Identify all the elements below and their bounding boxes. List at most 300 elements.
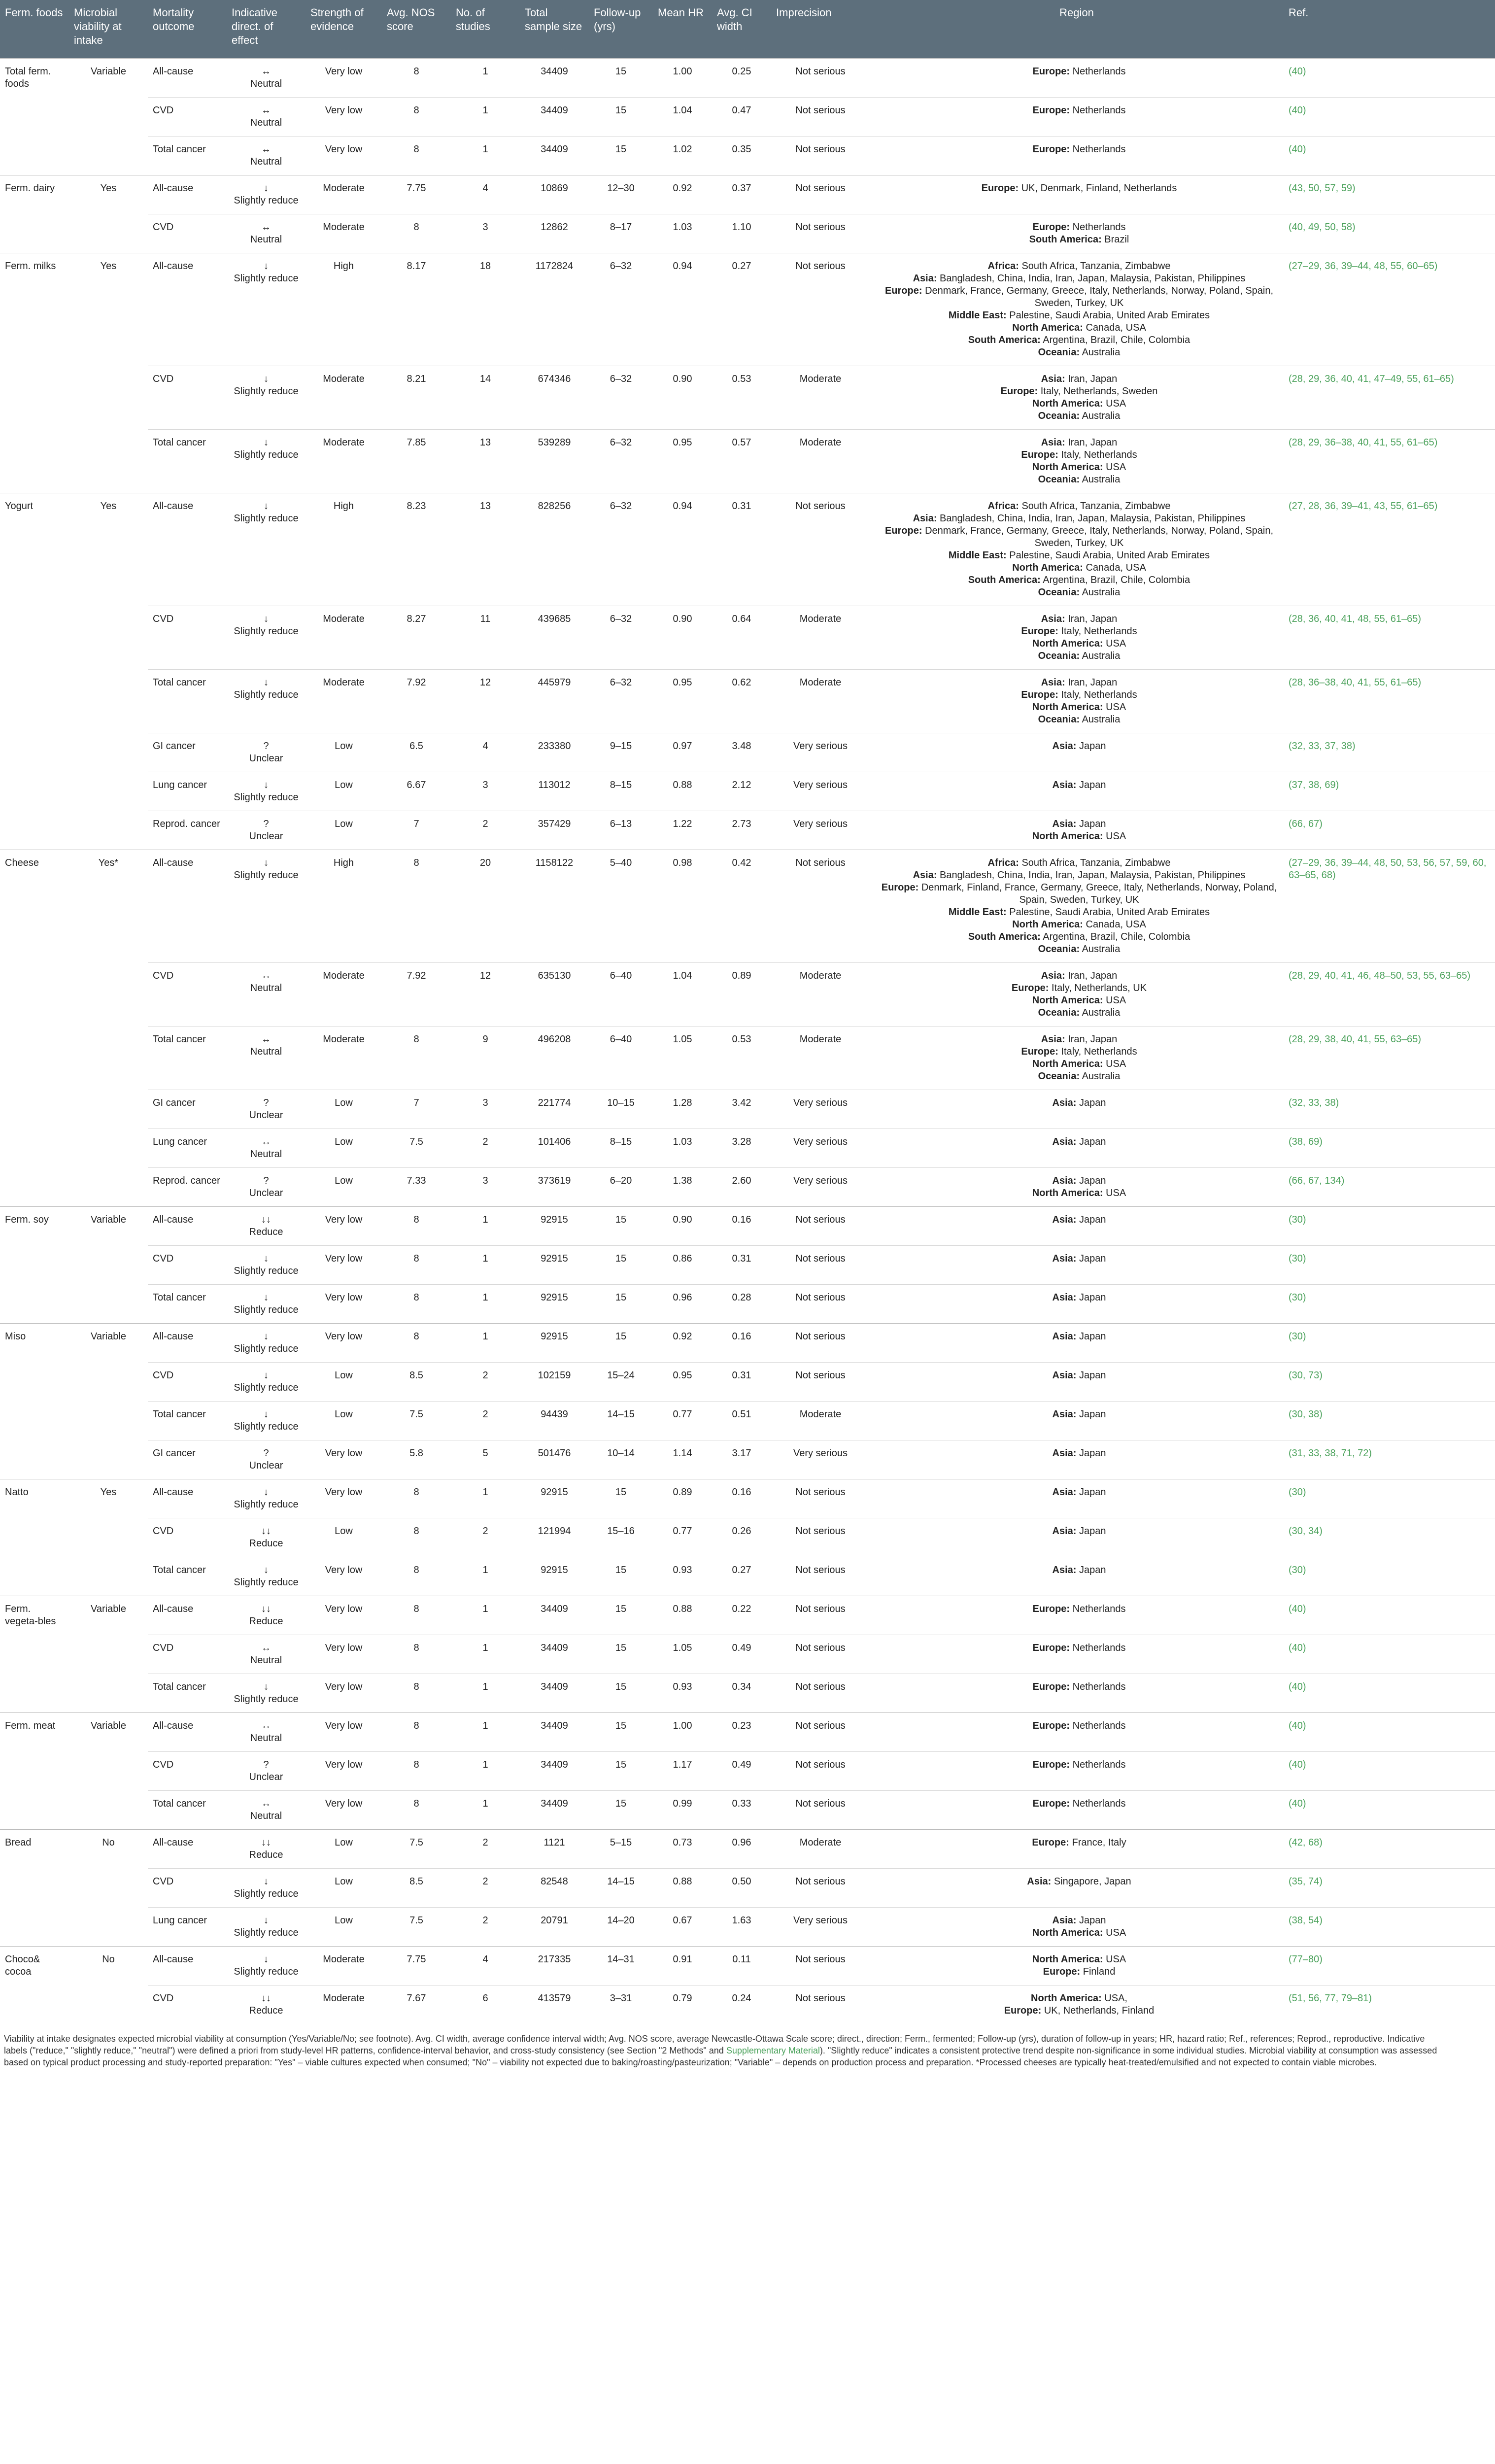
region-line (880, 410, 1279, 422)
region-name: Asia: (1052, 1214, 1077, 1225)
reference-cell[interactable]: (43, 50, 57, 59) (1284, 175, 1495, 214)
reference-cell[interactable]: (30) (1284, 1245, 1495, 1284)
region-cell (870, 366, 1284, 429)
column-header: Microbial viability at intake (69, 0, 148, 58)
imprecision-cell: Moderate (771, 669, 870, 733)
ci-width-cell: 0.31 (712, 493, 771, 606)
outcome-cell: Total cancer (148, 136, 227, 175)
reference-cell[interactable]: (66, 67, 134) (1284, 1167, 1495, 1206)
direction-arrow-icon: ↓↓ (261, 1992, 271, 2004)
region-line (880, 385, 1279, 398)
region-cell (870, 1985, 1284, 2024)
nos-cell: 5.8 (382, 1440, 451, 1479)
reference-cell[interactable]: (30) (1284, 1323, 1495, 1362)
imprecision-cell: Moderate (771, 366, 870, 429)
reference-cell[interactable]: (27, 28, 36, 39–41, 43, 55, 61–65) (1284, 493, 1495, 606)
region-name: North America: (1032, 701, 1103, 713)
reference-cell[interactable]: (40) (1284, 1712, 1495, 1751)
region-name: Asia: (1052, 1525, 1077, 1537)
reference-cell[interactable]: (30, 73) (1284, 1362, 1495, 1401)
region-name: Europe: (1021, 449, 1058, 460)
direction-label: Neutral (250, 234, 282, 245)
region-cell (870, 1790, 1284, 1829)
direction-cell (227, 366, 306, 429)
region-line (880, 1253, 1279, 1265)
direction-arrow-icon: ? (263, 740, 269, 752)
region-line (880, 638, 1279, 650)
sample-size-cell: 539289 (520, 429, 589, 493)
region-countries: USA (1103, 1187, 1126, 1198)
region-name: Asia: (1052, 1331, 1077, 1342)
region-line (880, 1033, 1279, 1046)
region-line (880, 474, 1279, 486)
outcome-cell: All-cause (148, 1479, 227, 1518)
region-countries: Japan (1076, 779, 1106, 790)
direction-cell (227, 1026, 306, 1090)
outcome-cell: CVD (148, 366, 227, 429)
strength-cell: Low (306, 1129, 382, 1167)
outcome-cell: Total cancer (148, 1284, 227, 1323)
region-name: South America: (968, 334, 1041, 345)
region-name: North America: (1012, 919, 1083, 930)
direction-label: Slightly reduce (234, 273, 299, 284)
direction-cell (227, 733, 306, 772)
imprecision-cell: Very serious (771, 772, 870, 811)
region-countries: Bangladesh, China, India, Iran, Japan, Malaysia, Pakistan, Philippines (937, 273, 1246, 284)
region-cell (870, 1245, 1284, 1284)
studies-cell: 1 (451, 97, 520, 136)
nos-cell: 8.21 (382, 366, 451, 429)
reference-cell[interactable]: (30) (1284, 1206, 1495, 1245)
strength-cell: Very low (306, 58, 382, 97)
region-cell (870, 214, 1284, 253)
imprecision-cell: Very serious (771, 1907, 870, 1946)
strength-cell: Moderate (306, 1026, 382, 1090)
region-name: Asia: (1052, 1097, 1077, 1108)
studies-cell: 3 (451, 1090, 520, 1129)
outcome-cell: CVD (148, 1635, 227, 1674)
direction-arrow-icon: ↔ (261, 221, 271, 233)
reference-cell[interactable]: (40) (1284, 1635, 1495, 1674)
strength-cell: Very low (306, 136, 382, 175)
direction-arrow-icon: ↓ (264, 1915, 269, 1926)
studies-cell: 20 (451, 850, 520, 962)
imprecision-cell: Very serious (771, 1440, 870, 1479)
outcome-cell: Total cancer (148, 1790, 227, 1829)
region-countries: Canada, USA (1083, 322, 1146, 333)
table-row (0, 733, 1495, 772)
outcome-cell: CVD (148, 1518, 227, 1557)
region-cell (870, 175, 1284, 214)
nos-cell: 8 (382, 58, 451, 97)
outcome-cell: All-cause (148, 175, 227, 214)
region-countries: UK, Netherlands, Finland (1041, 2005, 1155, 2016)
region-line (880, 373, 1279, 385)
reference-cell[interactable]: (31, 33, 38, 71, 72) (1284, 1440, 1495, 1479)
region-countries: USA (1103, 830, 1126, 842)
food-cell: Ferm. soy (0, 1206, 69, 1323)
nos-cell: 7.5 (382, 1907, 451, 1946)
region-countries: Italy, Netherlands (1058, 1046, 1137, 1057)
region-name: Asia: (1052, 1564, 1077, 1575)
region-line (880, 689, 1279, 701)
region-line (880, 221, 1279, 234)
strength-cell: Moderate (306, 606, 382, 669)
reference-cell[interactable]: (28, 29, 36, 40, 41, 47–49, 55, 61–65) (1284, 366, 1495, 429)
follow-up-cell: 15 (589, 1323, 653, 1362)
region-line (880, 906, 1279, 919)
region-name: Europe: (1032, 221, 1070, 233)
ci-width-cell: 0.42 (712, 850, 771, 962)
region-line (880, 437, 1279, 449)
direction-label: Slightly reduce (234, 791, 299, 803)
follow-up-cell: 15 (589, 1479, 653, 1518)
region-countries: France, Italy (1069, 1837, 1126, 1848)
column-header: Mean HR (653, 0, 712, 58)
region-line (880, 1214, 1279, 1226)
imprecision-cell: Not serious (771, 1284, 870, 1323)
nos-cell: 8.5 (382, 1868, 451, 1907)
sample-size-cell: 34409 (520, 1790, 589, 1829)
region-countries: Italy, Netherlands (1058, 449, 1137, 460)
region-line (880, 994, 1279, 1007)
studies-cell: 1 (451, 1479, 520, 1518)
outcome-cell: CVD (148, 606, 227, 669)
region-cell (870, 1026, 1284, 1090)
column-header: Avg. CI width (712, 0, 771, 58)
outcome-cell: Total cancer (148, 429, 227, 493)
region-line (880, 1720, 1279, 1732)
strength-cell: Low (306, 811, 382, 850)
nos-cell: 8 (382, 1790, 451, 1829)
mean-hr-cell: 0.90 (653, 606, 712, 669)
mean-hr-cell: 0.97 (653, 733, 712, 772)
reference-cell[interactable]: (28, 29, 36–38, 40, 41, 55, 61–65) (1284, 429, 1495, 493)
outcome-cell: CVD (148, 1868, 227, 1907)
table-row (0, 1635, 1495, 1674)
region-line (880, 1915, 1279, 1927)
reference-cell[interactable]: (40) (1284, 97, 1495, 136)
column-header: Mortality outcome (148, 0, 227, 58)
region-countries: Japan (1076, 1369, 1106, 1381)
region-countries: Iran, Japan (1065, 1033, 1118, 1045)
food-cell: Yogurt (0, 493, 69, 850)
region-countries: Australia (1080, 1070, 1121, 1082)
table-row (0, 136, 1495, 175)
reference-cell[interactable]: (30, 34) (1284, 1518, 1495, 1557)
region-line (880, 613, 1279, 625)
direction-arrow-icon: ? (263, 1759, 269, 1770)
viability-cell: No (69, 1829, 148, 1946)
sample-size-cell: 635130 (520, 962, 589, 1026)
outcome-cell: Total cancer (148, 1401, 227, 1440)
region-name: Europe: (884, 285, 922, 296)
studies-cell: 2 (451, 1129, 520, 1167)
mean-hr-cell: 0.96 (653, 1284, 712, 1323)
direction-label: Slightly reduce (234, 449, 299, 460)
direction-label: Neutral (250, 156, 282, 167)
reference-cell[interactable]: (28, 36, 40, 41, 48, 55, 61–65) (1284, 606, 1495, 669)
table-row (0, 772, 1495, 811)
mean-hr-cell: 0.93 (653, 1557, 712, 1596)
direction-cell (227, 1167, 306, 1206)
region-countries: Denmark, France, Germany, Greece, Italy, Netherlands, Norway, Poland, Spain, Sweden, Turkey, UK (922, 525, 1274, 548)
reference-cell[interactable]: (51, 56, 77, 79–81) (1284, 1985, 1495, 2024)
region-name: Oceania: (1038, 346, 1080, 358)
direction-label: Slightly reduce (234, 1421, 299, 1432)
outcome-cell: Lung cancer (148, 772, 227, 811)
studies-cell: 13 (451, 429, 520, 493)
region-name: Asia: (1041, 970, 1065, 981)
region-line (880, 1525, 1279, 1538)
sample-size-cell: 113012 (520, 772, 589, 811)
region-countries: Netherlands (1070, 104, 1126, 116)
reference-cell[interactable]: (27–29, 36, 39–44, 48, 55, 60–65) (1284, 253, 1495, 366)
region-name: Asia: (1052, 1253, 1077, 1264)
reference-cell[interactable]: (77–80) (1284, 1946, 1495, 1985)
sample-size-cell: 10869 (520, 175, 589, 214)
direction-cell (227, 1635, 306, 1674)
direction-label: Neutral (250, 982, 282, 993)
reference-cell[interactable]: (30) (1284, 1557, 1495, 1596)
strength-cell: Very low (306, 1790, 382, 1829)
strength-cell: Very low (306, 1284, 382, 1323)
follow-up-cell: 14–31 (589, 1946, 653, 1985)
region-line (880, 625, 1279, 638)
direction-cell (227, 1907, 306, 1946)
reference-cell[interactable]: (40) (1284, 1674, 1495, 1712)
direction-cell (227, 1557, 306, 1596)
region-cell (870, 1751, 1284, 1790)
reference-cell[interactable]: (28, 29, 40, 41, 46, 48–50, 53, 55, 63–65) (1284, 962, 1495, 1026)
follow-up-cell: 15–24 (589, 1362, 653, 1401)
nos-cell: 7.92 (382, 962, 451, 1026)
nos-cell: 8 (382, 1323, 451, 1362)
direction-cell (227, 493, 306, 606)
table-row (0, 962, 1495, 1026)
reference-cell[interactable]: (38, 69) (1284, 1129, 1495, 1167)
nos-cell: 8.23 (382, 493, 451, 606)
ci-width-cell: 3.42 (712, 1090, 771, 1129)
nos-cell: 8 (382, 1557, 451, 1596)
region-countries: Japan (1076, 818, 1106, 829)
strength-cell: High (306, 253, 382, 366)
region-line (880, 346, 1279, 359)
region-name: Oceania: (1038, 410, 1080, 421)
region-countries: Denmark, France, Germany, Greece, Italy, Netherlands, Norway, Poland, Spain, Sweden, Turkey, UK (922, 285, 1274, 308)
reference-cell[interactable]: (30) (1284, 1284, 1495, 1323)
reference-cell[interactable]: (40) (1284, 1751, 1495, 1790)
direction-label: Unclear (249, 1460, 283, 1471)
reference-cell[interactable]: (32, 33, 38) (1284, 1090, 1495, 1129)
footnote-text-1: Viability at intake designates expected microbial viability at consumption (Yes/Variable/No; see footnote). Avg. CI width, average confidence interval width; Avg. NOS score, average Newcastle-Ottawa Scale score; direct., direction; Ferm., fermented; Follow-up (yrs), duration of follow-up in years; HR, hazard ratio; Ref., references; Reprod., reproductive. Indicative labels ("reduce," "slightly reduce," "neutral") were defined a priori from study-level HR patterns, confidence-interval behavior, and cross-study consistency (see Section "2 Methods" and (4, 2033, 1425, 2055)
region-cell (870, 1129, 1284, 1167)
mean-hr-cell: 0.88 (653, 772, 712, 811)
reference-cell[interactable]: (40) (1284, 1596, 1495, 1635)
reference-cell[interactable]: (37, 38, 69) (1284, 772, 1495, 811)
region-line (880, 260, 1279, 273)
direction-arrow-icon: ↓ (264, 1292, 269, 1303)
nos-cell: 8 (382, 1245, 451, 1284)
region-name: North America: (1031, 1992, 1102, 2004)
direction-cell (227, 1868, 306, 1907)
region-line (880, 931, 1279, 943)
reference-cell[interactable]: (42, 68) (1284, 1829, 1495, 1868)
table-row (0, 1362, 1495, 1401)
follow-up-cell: 5–15 (589, 1829, 653, 1868)
reference-cell[interactable]: (40) (1284, 1790, 1495, 1829)
mean-hr-cell: 1.38 (653, 1167, 712, 1206)
direction-label: Slightly reduce (234, 1499, 299, 1510)
region-countries: Japan (1076, 1175, 1106, 1186)
viability-cell: Variable (69, 1206, 148, 1323)
outcome-cell: GI cancer (148, 733, 227, 772)
region-line (880, 562, 1279, 574)
region-countries: Netherlands (1070, 66, 1126, 77)
region-countries: Bangladesh, China, India, Iran, Japan, Malaysia, Pakistan, Philippines (937, 513, 1246, 524)
region-countries: Canada, USA (1083, 562, 1146, 573)
region-countries: Canada, USA (1083, 919, 1146, 930)
region-cell (870, 1596, 1284, 1635)
region-name: North America: (1032, 830, 1103, 842)
follow-up-cell: 15 (589, 1674, 653, 1712)
region-line (880, 740, 1279, 753)
food-cell: Cheese (0, 850, 69, 1206)
region-countries: Italy, Netherlands (1058, 689, 1137, 700)
region-countries: UK, Denmark, Finland, Netherlands (1019, 182, 1177, 194)
reference-cell[interactable]: (40, 49, 50, 58) (1284, 214, 1495, 253)
region-countries: Brazil (1101, 234, 1129, 245)
reference-cell[interactable]: (30, 38) (1284, 1401, 1495, 1440)
region-cell (870, 253, 1284, 366)
ci-width-cell: 0.51 (712, 1401, 771, 1440)
direction-cell (227, 772, 306, 811)
strength-cell: Low (306, 1401, 382, 1440)
region-countries: Japan (1076, 1097, 1106, 1108)
mean-hr-cell: 1.22 (653, 811, 712, 850)
reference-cell[interactable]: (28, 36–38, 40, 41, 55, 61–65) (1284, 669, 1495, 733)
imprecision-cell: Not serious (771, 1518, 870, 1557)
sample-size-cell: 373619 (520, 1167, 589, 1206)
direction-label: Slightly reduce (234, 1265, 299, 1276)
mean-hr-cell: 0.89 (653, 1479, 712, 1518)
table-row (0, 58, 1495, 97)
supplementary-material-link[interactable]: Supplementary Material (726, 2045, 820, 2055)
table-row (0, 1167, 1495, 1206)
outcome-cell: CVD (148, 1751, 227, 1790)
region-name: Asia: (1052, 779, 1077, 790)
table-row (0, 493, 1495, 606)
mean-hr-cell: 1.03 (653, 1129, 712, 1167)
studies-cell: 1 (451, 58, 520, 97)
direction-label: Unclear (249, 753, 283, 764)
nos-cell: 8.27 (382, 606, 451, 669)
direction-arrow-icon: ↓ (264, 1369, 269, 1381)
reference-cell[interactable]: (40) (1284, 136, 1495, 175)
viability-cell: Yes (69, 1479, 148, 1596)
reference-cell[interactable]: (32, 33, 37, 38) (1284, 733, 1495, 772)
sample-size-cell: 1172824 (520, 253, 589, 366)
outcome-cell: All-cause (148, 1596, 227, 1635)
region-countries: USA, (1101, 1992, 1127, 2004)
direction-arrow-icon: ↓ (264, 182, 269, 194)
direction-cell (227, 175, 306, 214)
region-countries: Japan (1076, 1564, 1106, 1575)
studies-cell: 2 (451, 1401, 520, 1440)
region-cell (870, 1323, 1284, 1362)
region-cell (870, 493, 1284, 606)
reference-cell[interactable]: (35, 74) (1284, 1868, 1495, 1907)
region-cell (870, 1401, 1284, 1440)
region-cell (870, 1635, 1284, 1674)
region-line (880, 525, 1279, 549)
reference-cell[interactable]: (27–29, 36, 39–44, 48, 50, 53, 56, 57, 59, 60, 63–65, 68) (1284, 850, 1495, 962)
mean-hr-cell: 0.94 (653, 253, 712, 366)
direction-label: Slightly reduce (234, 1382, 299, 1393)
region-countries: USA (1103, 1058, 1126, 1069)
nos-cell: 7.85 (382, 429, 451, 493)
studies-cell: 1 (451, 136, 520, 175)
studies-cell: 1 (451, 1284, 520, 1323)
studies-cell: 12 (451, 669, 520, 733)
reference-cell[interactable]: (66, 67) (1284, 811, 1495, 850)
direction-label: Reduce (249, 1615, 283, 1627)
outcome-cell: All-cause (148, 1829, 227, 1868)
imprecision-cell: Very serious (771, 1129, 870, 1167)
region-line (880, 285, 1279, 309)
nos-cell: 8 (382, 1635, 451, 1674)
outcome-cell: Lung cancer (148, 1907, 227, 1946)
mean-hr-cell: 1.05 (653, 1635, 712, 1674)
region-cell (870, 1090, 1284, 1129)
table-row (0, 1026, 1495, 1090)
direction-cell (227, 58, 306, 97)
region-line (880, 461, 1279, 474)
region-name: Europe: (1032, 1642, 1070, 1653)
region-countries: Palestine, Saudi Arabia, United Arab Emirates (1006, 309, 1210, 321)
reference-cell[interactable]: (28, 29, 38, 40, 41, 55, 63–65) (1284, 1026, 1495, 1090)
region-line (880, 574, 1279, 586)
region-name: Europe: (1032, 1603, 1070, 1614)
reference-cell[interactable]: (38, 54) (1284, 1907, 1495, 1946)
region-name: Asia: (1052, 1292, 1077, 1303)
ci-width-cell: 0.16 (712, 1206, 771, 1245)
imprecision-cell: Moderate (771, 429, 870, 493)
footnote-text-2: ). "Slightly reduce" indicates a consistent protective trend despite non-significance in some individual studies. Microbial viability at consumption was assessed based on typical product processing and study-reported preparation: "Yes" – viable cultures expected when consumed; "No" – viability not expected due to baking/roasting/pasteurization; "Variable" – depends on production process and preparation. *Processed cheeses are typically heat-treated/emulsified and not expected to contain viable microbes. (4, 2045, 1437, 2067)
sample-size-cell: 34409 (520, 1751, 589, 1790)
ci-width-cell: 0.27 (712, 1557, 771, 1596)
follow-up-cell: 6–13 (589, 811, 653, 850)
region-cell (870, 1712, 1284, 1751)
imprecision-cell: Very serious (771, 1167, 870, 1206)
direction-cell (227, 669, 306, 733)
reference-cell[interactable]: (30) (1284, 1479, 1495, 1518)
region-line (880, 1331, 1279, 1343)
direction-cell (227, 1829, 306, 1868)
region-line (880, 104, 1279, 117)
follow-up-cell: 6–32 (589, 253, 653, 366)
sample-size-cell: 20791 (520, 1907, 589, 1946)
reference-cell[interactable]: (40) (1284, 58, 1495, 97)
column-header: Region (870, 0, 1284, 58)
direction-arrow-icon: ↔ (261, 1033, 271, 1045)
region-name: Oceania: (1038, 650, 1080, 661)
strength-cell: Low (306, 1090, 382, 1129)
direction-cell (227, 811, 306, 850)
column-header: Follow-up (yrs) (589, 0, 653, 58)
follow-up-cell: 8–15 (589, 1129, 653, 1167)
nos-cell: 8.5 (382, 1362, 451, 1401)
